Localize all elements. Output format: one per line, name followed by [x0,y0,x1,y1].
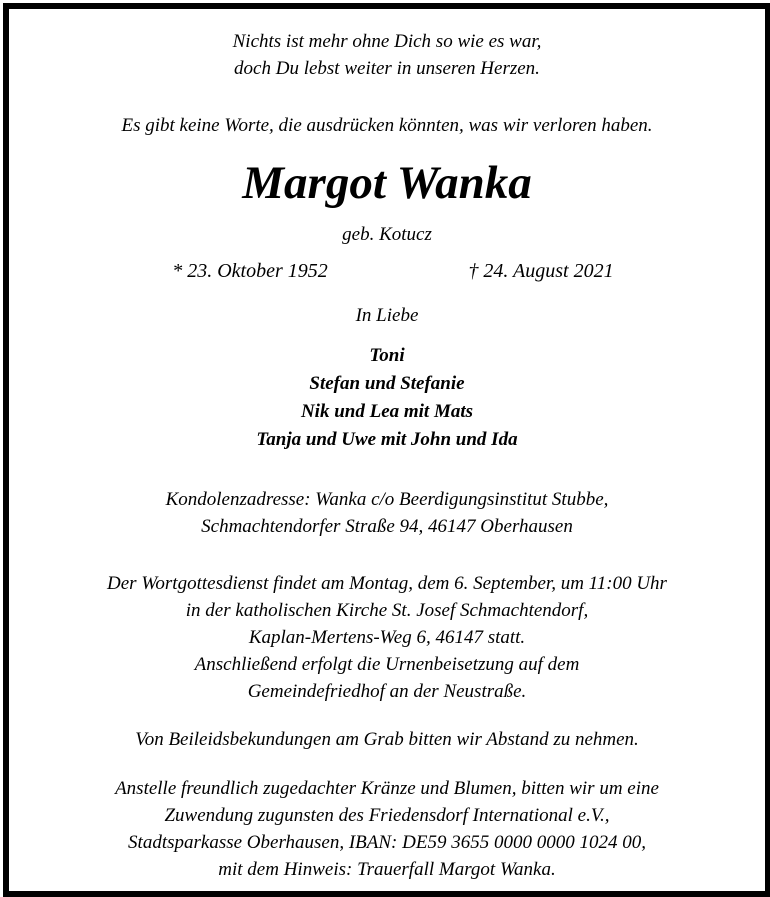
verse-line-1: Nichts ist mehr ohne Dich so wie es war, [232,31,542,52]
donation-line-1: Anstelle freundlich zugedachter Kränze und Blumen, bitten wir um eine [115,778,659,799]
family-member: Nik und Lea mit Mats [300,401,474,422]
deceased-name: Margot Wanka [242,157,532,209]
donation-line-2: Zuwendung zugunsten des Friedensdorf International e.V., [164,805,610,826]
maiden-name: geb. Kotucz [342,224,432,245]
family-member: Toni [369,345,405,366]
death-date: † 24. August 2021 [468,260,614,282]
birth-date: * 23. Oktober 1952 [172,260,328,282]
service-line-3: Kaplan-Mertens-Weg 6, 46147 statt. [248,627,526,648]
verse-line-3: Es gibt keine Worte, die ausdrücken könnten, was wir verloren haben. [121,115,653,136]
service-line-2: in der katholischen Kirche St. Josef Schmachtendorf, [185,600,589,621]
farewell-intro: In Liebe [355,305,419,326]
condolence-line-1: Kondolenzadresse: Wanka c/o Beerdigungsinstitut Stubbe, [165,489,609,510]
donation-line-3: Stadtsparkasse Oberhausen, IBAN: DE59 3655 0000 0000 1024 00, [128,832,646,853]
service-line-5: Gemeindefriedhof an der Neustraße. [247,681,527,702]
family-member: Tanja und Uwe mit John und Ida [256,429,518,450]
verse-line-2: doch Du lebst weiter in unseren Herzen. [234,58,540,79]
service-line-4: Anschließend erfolgt die Urnenbeisetzung auf dem [194,654,580,675]
request-line: Von Beileidsbekundungen am Grab bitten wir Abstand zu nehmen. [135,729,639,750]
service-line-1: Der Wortgottesdienst findet am Montag, dem 6. September, um 11:00 Uhr [107,573,667,594]
obituary-content [9,9,765,891]
donation-line-4: mit dem Hinweis: Trauerfall Margot Wanka. [218,859,556,880]
condolence-line-2: Schmachtendorfer Straße 94, 46147 Oberhausen [201,516,573,537]
obituary-frame [3,3,770,897]
family-member: Stefan und Stefanie [309,373,465,394]
